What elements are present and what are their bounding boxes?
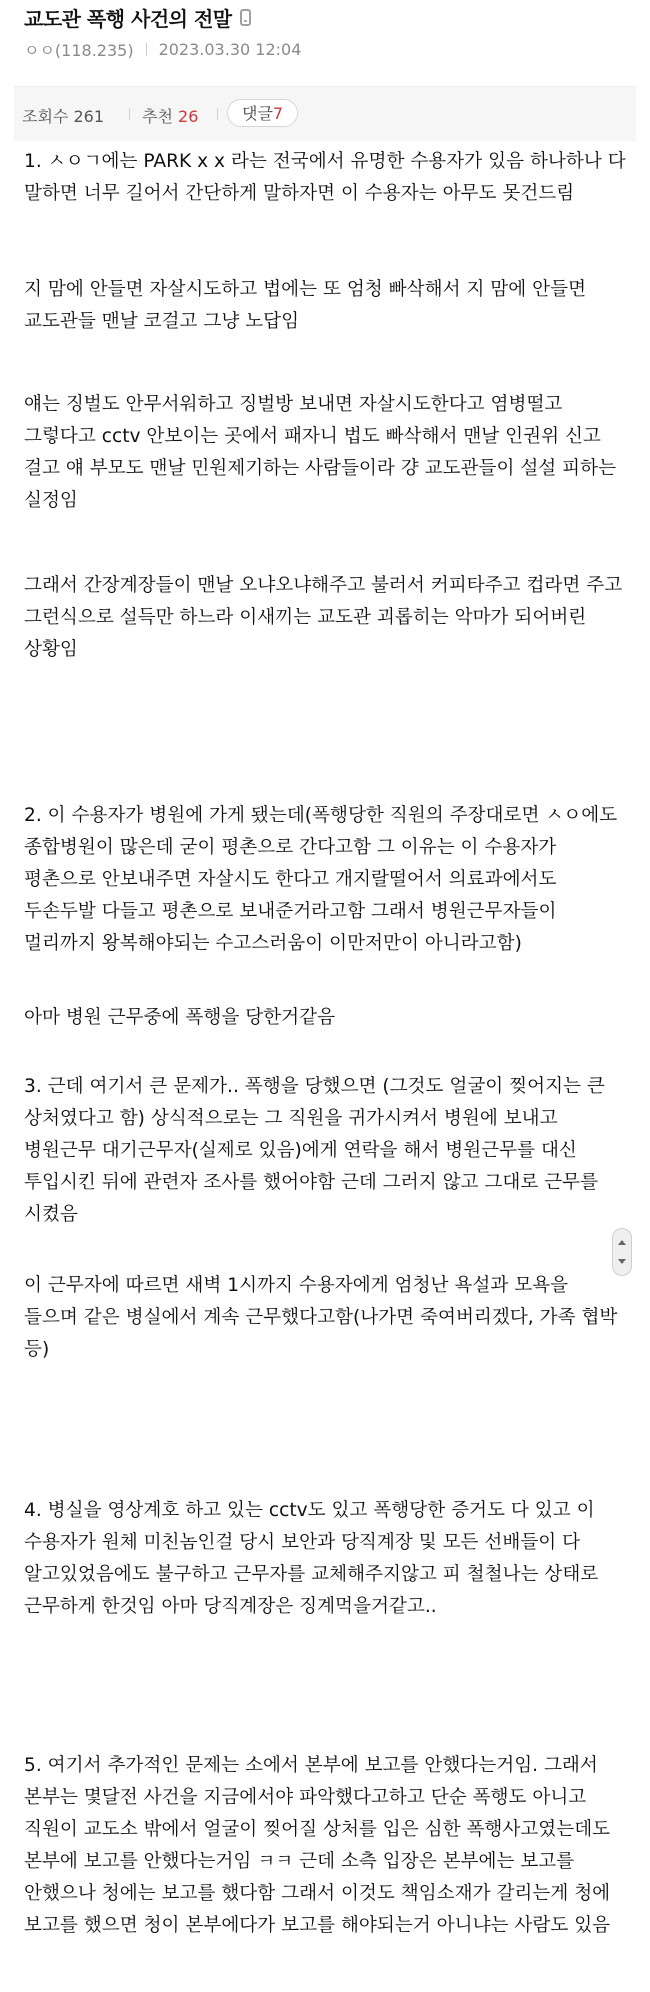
comments-button[interactable] [227,99,298,127]
body-paragraph: 3. 근데 여기서 큰 문제가.. 폭행을 당했으면 (그것도 얼굴이 찢어지는 큰 상처였다고 함) 상식적으로는 그 직원을 귀가시켜서 병원에 보내고 병원근무 대기근무자(실제로 있음)에게 연락을 해서 병원근무를 대신 투입시킨 뒤에 관련자 조사를 했어야함 근데 그러지 않고 그대로 근무를 시켰음 [24,1076,605,1225]
stats-divider [217,108,218,120]
stats-bar [14,86,636,141]
post-meta [24,38,301,61]
body-paragraph: 지 맘에 안들면 자살시도하고 법에는 또 엄청 빠삭해서 지 맘에 안들면 교도관들 맨날 코걸고 그냥 노답임 [24,279,587,332]
body-paragraph: 얘는 징벌도 안무서워하고 징벌방 보내면 자살시도한다고 염병떨고 그렇다고 cctv 안보이는 곳에서 패자니 법도 빠삭해서 맨날 인권위 신고 걸고 얘 부모도 맨날 민원제기하는 사람들이라 걍 교도관들이 설설 피하는 실정임 [24,394,617,511]
body-paragraph: 이 근무자에 따르면 새벽 1시까지 수용자에게 엄청난 욕설과 모욕을 들으며 같은 병실에서 계속 근무했다고함(나가면 죽여버리겠다, 가족 협박 등) [24,1275,618,1360]
scroll-handle[interactable] [612,1228,632,1276]
comments-count: 7 [272,104,284,123]
body-paragraph: 아마 병원 근무중에 폭행을 당한거같음 [24,1007,336,1028]
body-paragraph: 그래서 간장계장들이 맨날 오냐오냐해주고 불러서 커피타주고 컵라면 주고 그런식으로 설득만 하느라 이새끼는 교도관 괴롭히는 악마가 되어버린 상황임 [24,575,623,660]
post-header [0,0,650,78]
body-paragraph: 2. 이 수용자가 병원에 가게 됐는데(폭행당한 직원의 주장대로면 ㅅㅇ에도 종합병원이 많은데 굳이 평촌으로 간다고함 그 이유는 이 수용자가 평촌으로 안보내주면 자살시도 한다고 개지랄떨어서 의료과에서도 두손두발 다들고 평촌으로 보내준거라고함 그래서 병원근무자들이 멀리까지 왕복해야되는 수고스러움이 이만저만이 아니라고함) [24,805,618,954]
post-title: 교도관 폭행 사건의 전말 [24,6,232,31]
recommend-stat [142,104,198,127]
author-name[interactable]: ㅇㅇ(118.235) [24,41,134,60]
views-label: 조회수 [22,107,69,126]
comments-label: 댓글 [242,104,273,123]
title-row [24,2,251,32]
stats-divider [129,108,130,120]
chevron-down-icon [618,1259,626,1264]
mobile-phone-icon [240,9,251,26]
body-paragraph: 5. 여기서 추가적인 문제는 소에서 본부에 보고를 안했다는거임. 그래서 본부는 몇달전 사건을 지금에서야 파악했다고하고 단순 폭행도 아니고 직원이 교도소 밖에서 얼굴이 찢어질 상처를 입은 심한 폭행사고였는데도 본부에 보고를 안했다는거임 ㅋㅋ 근데 소측 입장은 본부에는 보고를 안했으나 청에는 보고를 했다함 그래서 이것도 책임소재가 갈리는게 청에 보고를 했으면 청이 본부에다가 보고를 해야되는거 아니냐는 사람도 있음 [24,1755,611,1936]
recommend-label: 추천 [142,107,173,126]
body-paragraph: 1. ㅅㅇㄱ에는 PARK x x 라는 전국에서 유명한 수용자가 있음 하나하나 다 말하면 너무 길어서 간단하게 말하자면 이 수용자는 아무도 못건드림 [24,151,626,204]
body-paragraph: 4. 병실을 영상계호 하고 있는 cctv도 있고 폭행당한 증거도 다 있고 이 수용자가 원체 미친놈인걸 당시 보안과 당직계장 및 모든 선배들이 다 알고있었음에도 불구하고 근무자를 교체해주지않고 피 철철나는 상태로 근무하게 한것임 아마 당직계장은 징계먹을거같고.. [24,1500,599,1617]
meta-divider [146,43,147,56]
recommend-count: 26 [178,107,199,126]
chevron-up-icon [618,1240,626,1245]
views-count: 261 [73,107,105,126]
views-stat [22,104,104,127]
post-datetime: 2023.03.30 12:04 [158,40,302,59]
